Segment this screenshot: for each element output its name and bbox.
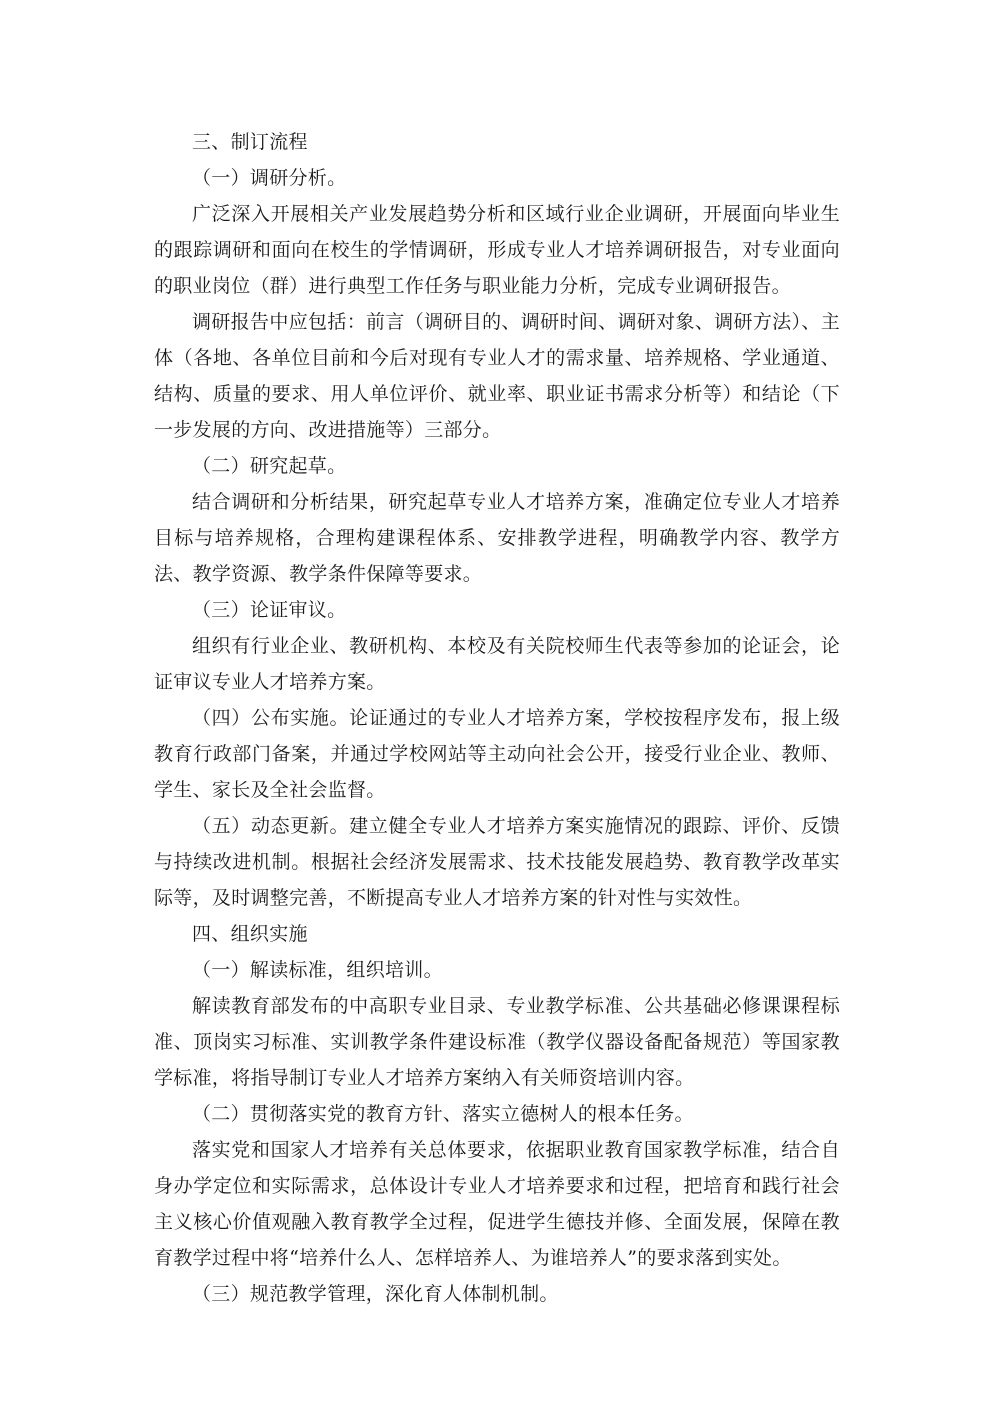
section-heading: 三、制订流程 [192, 131, 308, 153]
body-paragraph: 解读教育部发布的中高职专业目录、专业教学标准、公共基础必修课课程标准、顶岗实习标准、实训教学条件建设标准（教学仪器设备配备规范）等国家教学标准，将指导制订专业人才培养方案纳入有关师资培训内容。 [154, 995, 840, 1089]
body-paragraph: 落实党和国家人才培养有关总体要求，依据职业教育国家教学标准，结合自身办学定位和实际需求，总体设计专业人才培养要求和过程，把培育和践行社会主义核心价值观融入教育教学全过程，促进学生德技并修、全面发展，保障在教育教学过程中将“培养什么人、怎样培养人、为谁培养人”的要求落到实处。 [154, 1139, 840, 1269]
subsection-heading: （三）论证审议。 [192, 599, 347, 621]
document-body [154, 124, 840, 1312]
subsection-heading: （二）贯彻落实党的教育方针、落实立德树人的根本任务。 [192, 1103, 694, 1125]
body-paragraph: 调研报告中应包括：前言（调研目的、调研时间、调研对象、调研方法）、主体（各地、各单位目前和今后对现有专业人才的需求量、培养规格、学业通道、结构、质量的要求、用人单位评价、就业率、职业证书需求分析等）和结论（下一步发展的方向、改进措施等）三部分。 [154, 311, 840, 441]
subsection-heading: （二）研究起草。 [192, 455, 347, 477]
subsection-heading: （一）解读标准，组织培训。 [192, 959, 443, 981]
body-paragraph: （五）动态更新。建立健全专业人才培养方案实施情况的跟踪、评价、反馈与持续改进机制。根据社会经济发展需求、技术技能发展趋势、教育教学改革实际等，及时调整完善，不断提高专业人才培养方案的针对性与实效性。 [154, 815, 840, 909]
body-paragraph: 结合调研和分析结果，研究起草专业人才培养方案，准确定位专业人才培养目标与培养规格，合理构建课程体系、安排教学进程，明确教学内容、教学方法、教学资源、教学条件保障等要求。 [154, 491, 840, 585]
subsection-heading: （一）调研分析。 [192, 167, 347, 189]
body-paragraph: 广泛深入开展相关产业发展趋势分析和区域行业企业调研，开展面向毕业生的跟踪调研和面向在校生的学情调研，形成专业人才培养调研报告，对专业面向的职业岗位（群）进行典型工作任务与职业能力分析，完成专业调研报告。 [154, 203, 840, 297]
body-paragraph: （四）公布实施。论证通过的专业人才培养方案，学校按程序发布，报上级教育行政部门备案，并通过学校网站等主动向社会公开，接受行业企业、教师、学生、家长及全社会监督。 [154, 707, 840, 801]
section-heading: 四、组织实施 [192, 923, 308, 945]
subsection-heading: （三）规范教学管理，深化育人体制机制。 [192, 1283, 559, 1305]
body-paragraph: 组织有行业企业、教研机构、本校及有关院校师生代表等参加的论证会，论证审议专业人才培养方案。 [154, 635, 840, 693]
